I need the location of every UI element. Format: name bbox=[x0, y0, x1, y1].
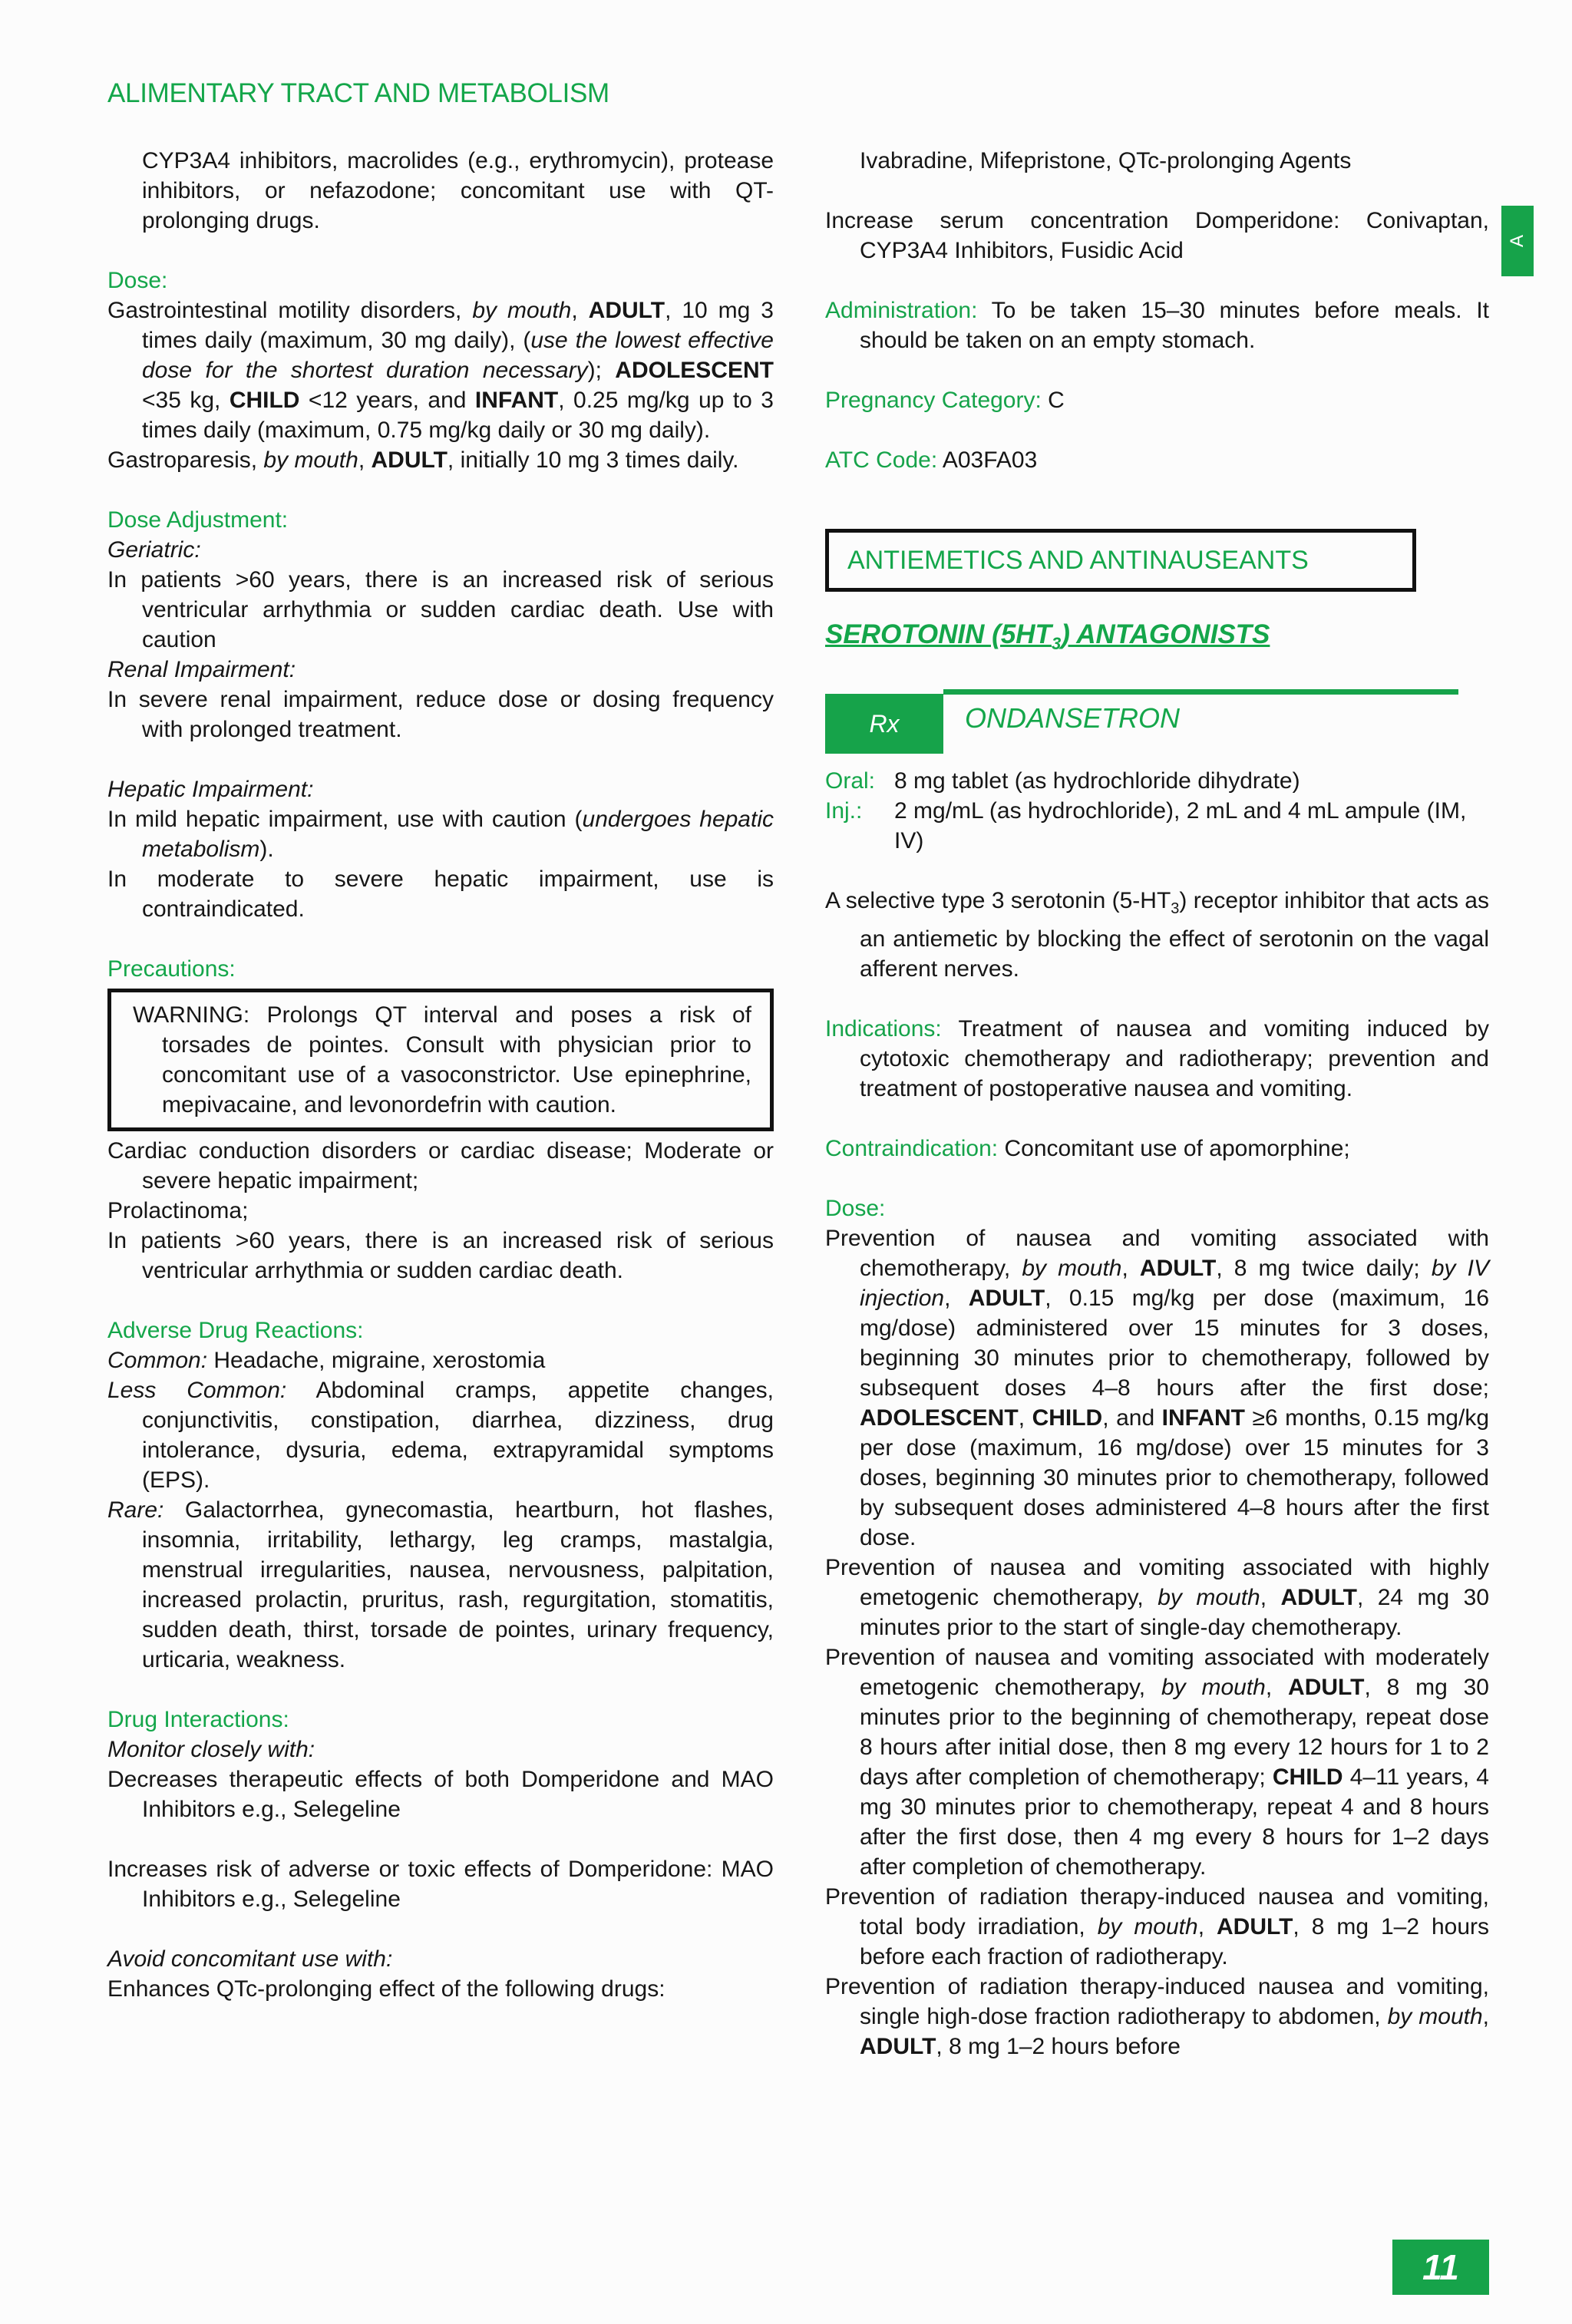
administration: Administration: To be taken 15–30 minutes before meals. It should be taken on an empty stomach. bbox=[825, 298, 1489, 353]
right-column bbox=[825, 146, 1489, 2062]
dose-gi-motility: Gastrointestinal motility disorders, by mouth, ADULT, 10 mg 3 times daily (maximum, 30 mg daily), (use the lowest effective dose for the shortest duration necessary); ADOLESCENT <35 kg, CHILD <12 years, and INFANT, 0.25 mg/kg up to 3 times daily (maximum, 0.75 mg/kg daily or 30 mg daily). bbox=[107, 298, 774, 443]
contraindication: Contraindication: Concomitant use of apomorphine; bbox=[825, 1136, 1350, 1161]
interaction-3: Enhances QTc-prolonging effect of the following drugs: bbox=[107, 1976, 665, 2002]
renal-heading: Renal Impairment: bbox=[107, 657, 296, 682]
dose-moderately-emetogenic: Prevention of nausea and vomiting associated with moderately emetogenic chemotherapy, by mouth, ADULT, 8 mg 30 minutes prior to the beginning of chemotherapy, repeat dose 8 hours after initial dose, then 8 mg every 12 hours for 1 to 2 days after completion of chemotherapy; CHILD 4–11 years, 4 mg 30 minutes prior to chemotherapy, repeat 4 and 8 hours after the first dose, then 4 mg every 8 hours for 1–2 days after completion of chemotherapy. bbox=[825, 1645, 1489, 1880]
atc-code: ATC Code: A03FA03 bbox=[825, 447, 1038, 473]
drug-interactions-heading: Drug Interactions: bbox=[107, 1707, 289, 1732]
section-tab: A bbox=[1501, 206, 1534, 276]
left-column bbox=[107, 146, 774, 2004]
hepatic-heading: Hepatic Impairment: bbox=[107, 777, 314, 802]
drug-description: A selective type 3 serotonin $(5-HT_3)$ receptor inhibitor that acts as an antiemetic by blocking the effect of serotonin on the vagal afferent nerves. bbox=[825, 888, 1489, 982]
drug-name: ONDANSETRON bbox=[965, 702, 1181, 734]
rx-badge: Rx bbox=[825, 694, 943, 754]
warning-label: WARNING: bbox=[133, 1002, 250, 1028]
adr-common: Common: Headache, migraine, xerostomia bbox=[107, 1348, 546, 1373]
interaction-continuation: Ivabradine, Mifepristone, QTc-prolonging Agents bbox=[860, 148, 1352, 173]
precaution-cardiac: Cardiac conduction disorders or cardiac disease; Moderate or severe hepatic impairment; bbox=[107, 1138, 774, 1193]
renal-text: In severe renal impairment, reduce dose or dosing frequency with prolonged treatment. bbox=[107, 687, 774, 742]
interaction-2: Increases risk of adverse or toxic effects of Domperidone: MAO Inhibitors e.g., Selegeline bbox=[107, 1857, 774, 1912]
precaution-prolactinoma: Prolactinoma; bbox=[107, 1198, 249, 1223]
geriatric-text: In patients >60 years, there is an increased risk of serious ventricular arrhythmia or sudden cardiac death. Use with caution bbox=[107, 567, 774, 652]
dose-chemo: Prevention of nausea and vomiting associated with chemotherapy, by mouth, ADULT, 8 mg twice daily; by IV injection, ADULT, 0.15 mg/kg per dose (maximum, 16 mg/dose) administered over 15 minutes for 3 doses, beginning 30 minutes prior to chemotherapy, followed by subsequent doses 4–8 hours after the first dose; ADOLESCENT, CHILD, and INFANT ≥6 months, 0.15 mg/kg per dose (maximum, 16 mg/dose) over 15 minutes for 3 doses, beginning 30 minutes prior to chemotherapy, followed by subsequent doses administered 4–8 hours after the first dose. bbox=[825, 1226, 1490, 1550]
adr-heading: Adverse Drug Reactions: bbox=[107, 1318, 364, 1343]
monitor-heading: Monitor closely with: bbox=[107, 1737, 315, 1762]
page-header: ALIMENTARY TRACT AND METABOLISM bbox=[107, 78, 609, 108]
adr-less-common: Less Common: Abdominal cramps, appetite changes, conjunctivitis, constipation, diarrhea, dizziness, drug intolerance, dysuria, edema, extrapyramidal symptoms (EPS). bbox=[107, 1378, 774, 1493]
ondansetron-dose-heading: Dose: bbox=[825, 1196, 886, 1221]
dose-heading: Dose: bbox=[107, 268, 168, 293]
precautions-heading: Precautions: bbox=[107, 956, 236, 982]
increase-serum: Increase serum concentration Domperidone: Conivaptan, CYP3A4 Inhibitors, Fusidic Acid bbox=[825, 208, 1489, 263]
warning-text: WARNING: Prolongs QT interval and poses a risk of torsades de pointes. Consult with physician prior to concomitant use of a vasoconstrictor. Use epinephrine, mepivacaine, and levonordefrin with caution. bbox=[133, 1002, 751, 1117]
dose-abdominal-radiotherapy: Prevention of radiation therapy-induced nausea and vomiting, single high-dose fraction radiotherapy to abdomen, by mouth, ADULT, 8 mg 1–2 hours before bbox=[825, 1974, 1489, 2059]
dose-adjustment-heading: Dose Adjustment: bbox=[107, 507, 289, 533]
precaution-elderly: In patients >60 years, there is an increased risk of serious ventricular arrhythmia or sudden cardiac death. bbox=[107, 1228, 774, 1283]
subclass-heading: SEROTONIN $(5HT_3)$ ANTAGONISTS bbox=[825, 619, 1270, 653]
warning-box bbox=[107, 989, 774, 1131]
dose-highly-emetogenic: Prevention of nausea and vomiting associated with highly emetogenic chemotherapy, by mouth, ADULT, 24 mg 30 minutes prior to the start of single-day chemotherapy. bbox=[825, 1555, 1490, 1640]
indications: Indications: Treatment of nausea and vomiting induced by cytotoxic chemotherapy and radiotherapy; prevention and treatment of postoperative nausea and vomiting. bbox=[825, 1016, 1490, 1101]
hepatic-severe: In moderate to severe hepatic impairment, use is contraindicated. bbox=[107, 867, 774, 922]
formulation-oral: Oral: 8 mg tablet (as hydrochloride dihydrate) bbox=[825, 768, 1300, 794]
drug-title-bar bbox=[825, 689, 1458, 754]
contraindication-continuation: CYP3A4 inhibitors, macrolides (e.g., erythromycin), protease inhibitors, or nefazodone; concomitant use with QT-prolonging drugs. bbox=[142, 148, 774, 233]
avoid-heading: Avoid concomitant use with: bbox=[107, 1946, 393, 1972]
formulation-injection: Inj.: 2 mg/mL (as hydrochloride), 2 mL and 4 mL ampule (IM, IV) bbox=[825, 798, 1467, 853]
adr-rare: Rare: Galactorrhea, gynecomastia, heartburn, hot flashes, insomnia, irritability, lethargy, leg cramps, mastalgia, menstrual irregularities, nausea, nervousness, palpitation, increased prolactin, pruritus, rash, regurgitation, stomatitis, sudden death, thirst, torsade de pointes, urinary frequency, urticaria, weakness. bbox=[107, 1497, 774, 1672]
page-number: 11 bbox=[1392, 2240, 1489, 2295]
geriatric-heading: Geriatric: bbox=[107, 537, 201, 563]
class-heading-box: ANTIEMETICS AND ANTINAUSEANTS bbox=[825, 529, 1416, 592]
hepatic-mild: In mild hepatic impairment, use with caution (undergoes hepatic metabolism). bbox=[107, 807, 774, 862]
pregnancy-category: Pregnancy Category: C bbox=[825, 388, 1065, 413]
dose-tbi: Prevention of radiation therapy-induced nausea and vomiting, total body irradiation, by mouth, ADULT, 8 mg 1–2 hours before each fraction of radiotherapy. bbox=[825, 1884, 1490, 1969]
dose-gastroparesis: Gastroparesis, by mouth, ADULT, initially 10 mg 3 times daily. bbox=[107, 447, 739, 473]
interaction-1: Decreases therapeutic effects of both Domperidone and MAO Inhibitors e.g., Selegeline bbox=[107, 1767, 774, 1822]
